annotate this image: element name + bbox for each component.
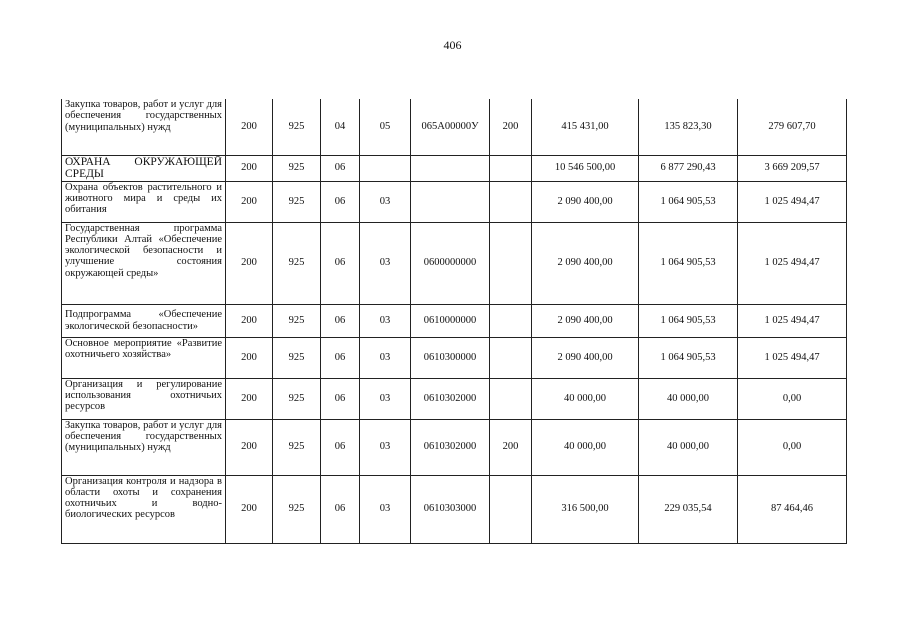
- cell-sum-1: 40 000,00: [532, 419, 639, 475]
- cell-adm: 200: [226, 378, 273, 419]
- cell-ved: 925: [273, 181, 321, 222]
- cell-rz: 06: [321, 337, 360, 378]
- cell-rz: 06: [321, 304, 360, 337]
- cell-sum-2: 1 064 905,53: [639, 222, 738, 304]
- cell-adm: 200: [226, 181, 273, 222]
- cell-sum-2: 135 823,30: [639, 99, 738, 155]
- cell-ved: 925: [273, 419, 321, 475]
- table-row: [62, 475, 847, 543]
- cell-sum-2: 6 877 290,43: [639, 155, 738, 181]
- table-row: [62, 378, 847, 419]
- cell-rz: 06: [321, 419, 360, 475]
- cell-rz: 06: [321, 155, 360, 181]
- table-row: [62, 222, 847, 304]
- row-name: Охрана объектов растительного и животного мира и среды их обитания: [62, 181, 226, 222]
- cell-rz: 06: [321, 378, 360, 419]
- cell-csr: 0610300000: [411, 337, 490, 378]
- row-name: Закупка товаров, работ и услуг для обеспечения государственных (муниципальных) нужд: [62, 419, 226, 475]
- cell-pr: 03: [360, 337, 411, 378]
- cell-sum-3: 279 607,70: [738, 99, 847, 155]
- cell-vr: [490, 378, 532, 419]
- cell-sum-1: 2 090 400,00: [532, 181, 639, 222]
- page-number: 406: [443, 38, 462, 52]
- row-name: Государственная программа Республики Алтай «Обеспечение экологической безопасности и улучшение состояния окружающей среды»: [62, 222, 226, 304]
- cell-pr: 03: [360, 304, 411, 337]
- cell-sum-3: 1 025 494,47: [738, 181, 847, 222]
- cell-csr: [411, 155, 490, 181]
- cell-sum-2: 40 000,00: [639, 419, 738, 475]
- row-name: Закупка товаров, работ и услуг для обеспечения государственных (муниципальных) нужд: [62, 99, 226, 155]
- row-name: ОХРАНА ОКРУЖАЮЩЕЙ СРЕДЫ: [62, 155, 226, 181]
- cell-adm: 200: [226, 304, 273, 337]
- cell-sum-2: 229 035,54: [639, 475, 738, 543]
- cell-sum-3: 1 025 494,47: [738, 337, 847, 378]
- cell-sum-3: 3 669 209,57: [738, 155, 847, 181]
- cell-csr: 0610000000: [411, 304, 490, 337]
- cell-pr: 03: [360, 475, 411, 543]
- cell-rz: 04: [321, 99, 360, 155]
- cell-sum-3: 0,00: [738, 419, 847, 475]
- cell-sum-2: 1 064 905,53: [639, 337, 738, 378]
- cell-sum-3: 1 025 494,47: [738, 304, 847, 337]
- cell-ved: 925: [273, 99, 321, 155]
- cell-sum-3: 0,00: [738, 378, 847, 419]
- cell-rz: 06: [321, 475, 360, 543]
- table-row: [62, 419, 847, 475]
- cell-sum-1: 415 431,00: [532, 99, 639, 155]
- cell-sum-1: 316 500,00: [532, 475, 639, 543]
- cell-ved: 925: [273, 222, 321, 304]
- table-row: [62, 181, 847, 222]
- cell-vr: 200: [490, 99, 532, 155]
- cell-rz: 06: [321, 222, 360, 304]
- cell-sum-2: 1 064 905,53: [639, 304, 738, 337]
- table-row: [62, 337, 847, 378]
- cell-vr: [490, 304, 532, 337]
- cell-adm: 200: [226, 419, 273, 475]
- cell-sum-1: 2 090 400,00: [532, 337, 639, 378]
- cell-sum-2: 40 000,00: [639, 378, 738, 419]
- row-name: Основное мероприятие «Развитие охотничьего хозяйства»: [62, 337, 226, 378]
- cell-csr: 0610303000: [411, 475, 490, 543]
- cell-rz: 06: [321, 181, 360, 222]
- cell-pr: 03: [360, 181, 411, 222]
- cell-sum-3: 87 464,46: [738, 475, 847, 543]
- budget-table: [61, 99, 847, 544]
- cell-pr: 03: [360, 419, 411, 475]
- cell-sum-2: 1 064 905,53: [639, 181, 738, 222]
- cell-adm: 200: [226, 337, 273, 378]
- cell-vr: [490, 475, 532, 543]
- cell-vr: [490, 222, 532, 304]
- cell-sum-3: 1 025 494,47: [738, 222, 847, 304]
- cell-adm: 200: [226, 475, 273, 543]
- cell-pr: 05: [360, 99, 411, 155]
- cell-adm: 200: [226, 155, 273, 181]
- row-name: Подпрограмма «Обеспечение экологической безопасности»: [62, 304, 226, 337]
- row-name: Организация и регулирование использования охотничьих ресурсов: [62, 378, 226, 419]
- cell-pr: 03: [360, 378, 411, 419]
- cell-csr: 0610302000: [411, 419, 490, 475]
- cell-ved: 925: [273, 378, 321, 419]
- table-row: [62, 99, 847, 155]
- cell-ved: 925: [273, 475, 321, 543]
- row-name: Организация контроля и надзора в области охоты и сохранения охотничьих и водно-биологических ресурсов: [62, 475, 226, 543]
- cell-csr: 065А00000У: [411, 99, 490, 155]
- cell-csr: [411, 181, 490, 222]
- cell-ved: 925: [273, 337, 321, 378]
- cell-csr: 0610302000: [411, 378, 490, 419]
- cell-pr: 03: [360, 222, 411, 304]
- cell-adm: 200: [226, 99, 273, 155]
- cell-vr: 200: [490, 419, 532, 475]
- table-row: [62, 155, 847, 181]
- table-row: [62, 304, 847, 337]
- cell-pr: [360, 155, 411, 181]
- cell-vr: [490, 181, 532, 222]
- cell-vr: [490, 155, 532, 181]
- cell-sum-1: 10 546 500,00: [532, 155, 639, 181]
- cell-ved: 925: [273, 304, 321, 337]
- cell-csr: 0600000000: [411, 222, 490, 304]
- cell-vr: [490, 337, 532, 378]
- cell-sum-1: 2 090 400,00: [532, 222, 639, 304]
- cell-ved: 925: [273, 155, 321, 181]
- cell-sum-1: 40 000,00: [532, 378, 639, 419]
- cell-sum-1: 2 090 400,00: [532, 304, 639, 337]
- cell-adm: 200: [226, 222, 273, 304]
